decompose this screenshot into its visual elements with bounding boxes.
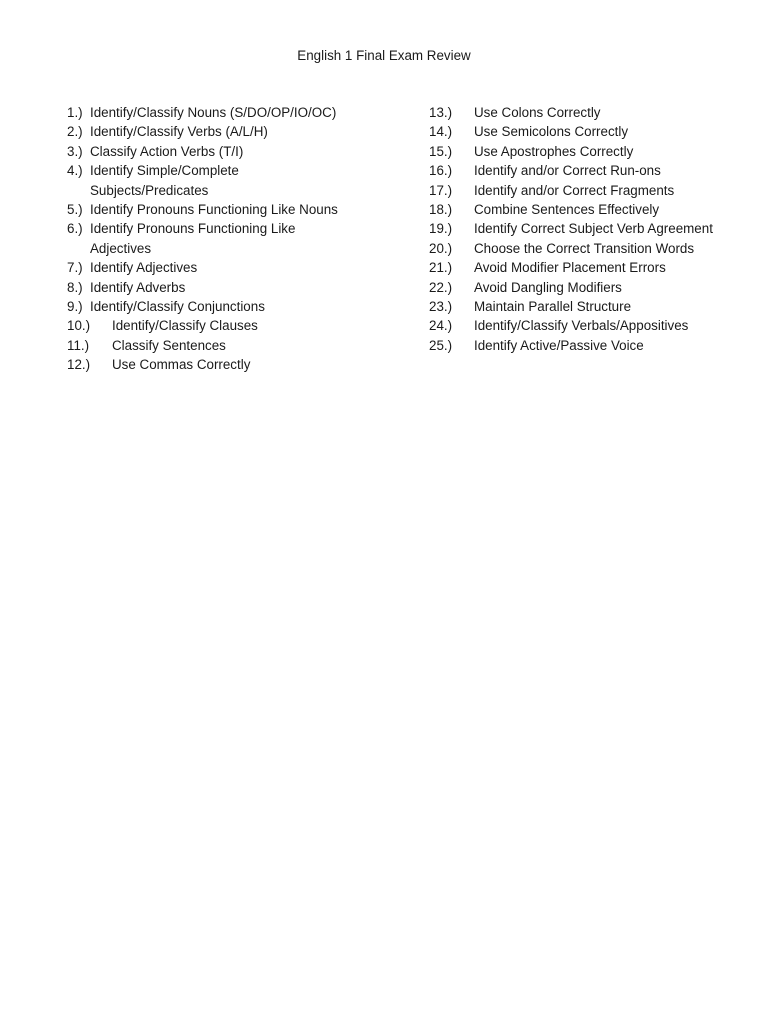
item-number: 3.) [67,143,83,159]
item-text: Avoid Modifier Placement Errors [474,260,666,276]
list-item [67,336,407,355]
list-item [67,122,407,141]
item-number: 21.) [429,260,453,276]
item-text: Classify Action Verbs (T/I) [90,143,244,159]
item-number: 5.) [67,202,83,218]
item-number: 4.) [67,163,83,179]
item-number: 1.) [67,105,83,120]
review-list-right [429,103,729,355]
item-number: 9.) [67,299,83,315]
list-item [67,258,407,277]
item-text: Identify/Classify Clauses [112,318,258,334]
item-number: 18.) [429,202,453,218]
item-number: 19.) [429,221,453,237]
list-item [429,122,729,141]
item-text: Use Commas Correctly [112,357,251,373]
list-item [67,219,407,258]
list-item [429,239,729,258]
list-item [429,161,729,180]
list-item [429,297,729,316]
item-text: Choose the Correct Transition Words [474,240,695,256]
item-text: Combine Sentences Effectively [474,202,660,218]
review-list-left [67,103,407,375]
item-text: Use Apostrophes Correctly [474,143,634,159]
item-text: Identify Pronouns Functioning Like Nouns [90,202,338,218]
page-title: English 1 Final Exam Review [297,48,471,63]
list-item [429,219,729,238]
item-number: 14.) [429,124,453,140]
item-number: 25.) [429,337,453,353]
item-text: Identify Simple/Complete Subjects/Predicates [90,163,239,198]
list-item [429,181,729,200]
item-number: 17.) [429,182,453,198]
item-number: 22.) [429,279,453,295]
item-number: 13.) [429,105,453,120]
item-text: Identify Adverbs [90,279,186,295]
list-item [67,316,407,335]
item-text: Identify Pronouns Functioning Like Adjectives [90,221,296,256]
item-text: Identify Active/Passive Voice [474,337,644,353]
item-text: Use Colons Correctly [474,105,601,120]
item-text: Avoid Dangling Modifiers [474,279,622,295]
item-text: Identify/Classify Verbals/Appositives [474,318,689,334]
list-item [429,316,729,335]
list-item [429,103,729,122]
list-item [67,161,407,200]
item-text: Identify Correct Subject Verb Agreement [474,221,713,237]
item-text: Maintain Parallel Structure [474,299,632,315]
item-number: 7.) [67,260,83,276]
list-item [67,103,407,122]
list-item [429,200,729,219]
item-number: 11.) [67,337,90,353]
item-number: 12.) [67,357,91,373]
item-text: Identify and/or Correct Fragments [474,182,675,198]
item-number: 24.) [429,318,453,334]
list-item [67,355,407,374]
list-item [67,297,407,316]
item-text: Identify and/or Correct Run-ons [474,163,661,179]
list-item [429,142,729,161]
list-item [429,336,729,355]
item-text: Identify/Classify Nouns (S/DO/OP/IO/OC) [90,105,337,120]
item-text: Use Semicolons Correctly [474,124,629,140]
list-item [67,278,407,297]
list-item [67,200,407,219]
item-number: 20.) [429,240,453,256]
list-item [67,142,407,161]
item-text: Identify/Classify Verbs (A/L/H) [90,124,268,140]
item-text: Classify Sentences [112,337,226,353]
list-item [429,278,729,297]
item-number: 23.) [429,299,453,315]
item-number: 15.) [429,143,453,159]
item-text: Identify/Classify Conjunctions [90,299,265,315]
list-item [429,258,729,277]
item-number: 16.) [429,163,453,179]
item-number: 10.) [67,318,91,334]
item-number: 2.) [67,124,83,140]
item-number: 8.) [67,279,83,295]
item-number: 6.) [67,221,83,237]
item-text: Identify Adjectives [90,260,198,276]
